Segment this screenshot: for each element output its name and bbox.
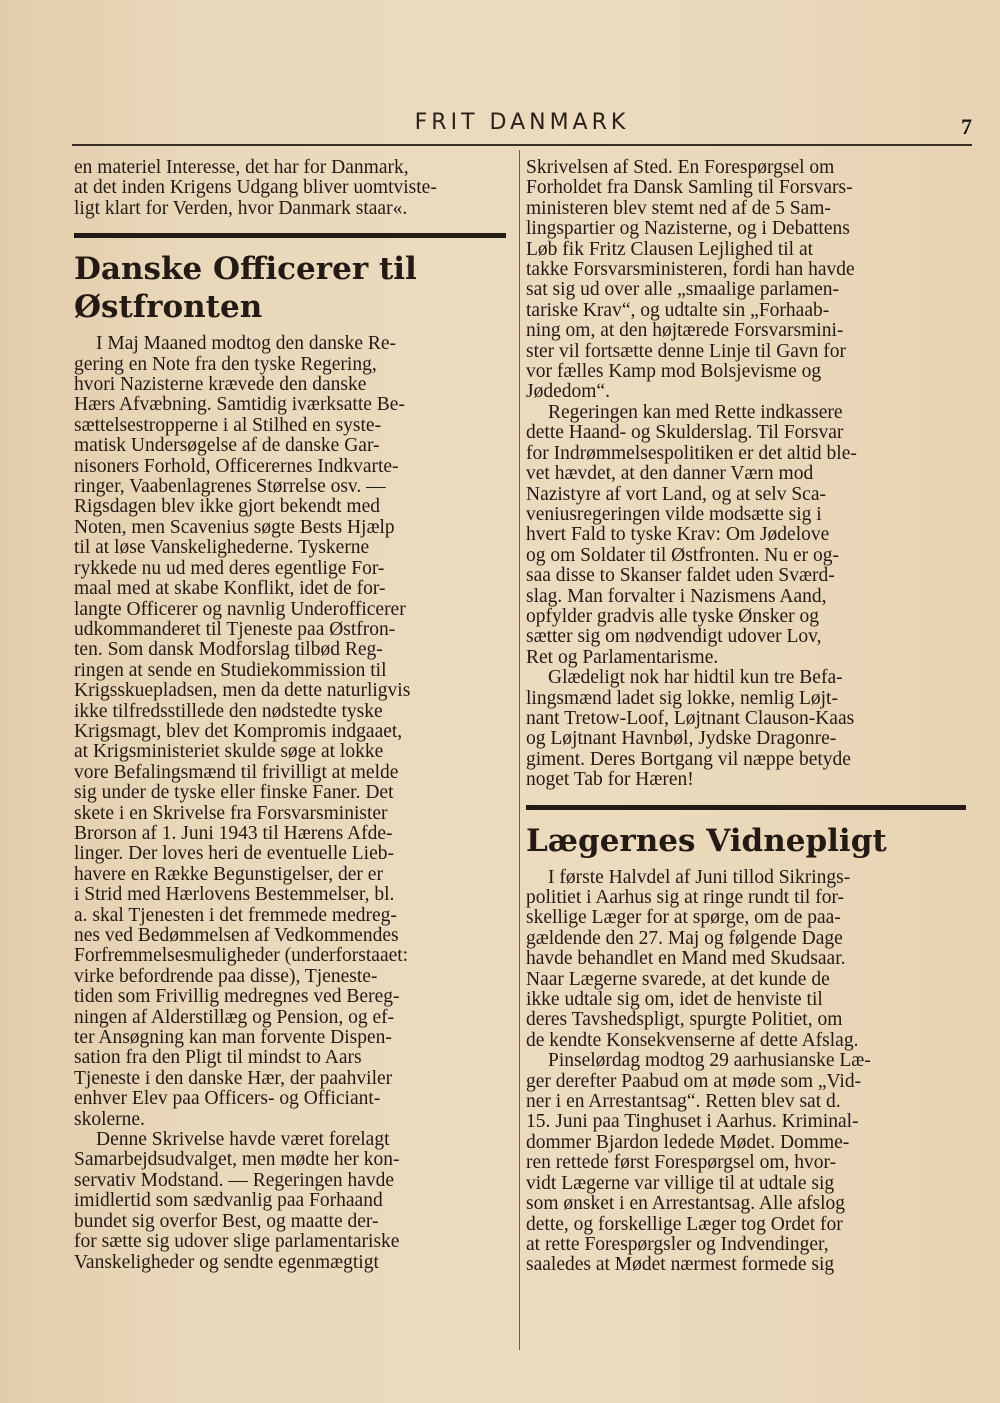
section-rule: [74, 233, 506, 238]
text-line: vet hævdet, at den danner Værn mod: [526, 464, 814, 485]
text-line: Krigsskuepladsen, men da dette naturligvis: [74, 681, 411, 702]
text-line: saa disse to Skanser faldet uden Sværd-: [526, 566, 835, 587]
text-line: at rette Forespørgsler og Indvendinger,: [526, 1234, 829, 1255]
text-line: de kendte Konsekvenserne af dette Afslag.: [526, 1030, 859, 1051]
text-line: bundet sig overfor Best, og maatte der-: [74, 1211, 379, 1232]
publication-title: FRIT DANMARK: [414, 110, 630, 135]
text-line: tiden som Frivillig medregnes ved Bereg-: [74, 987, 400, 1008]
right-column: [526, 158, 966, 1358]
text-line: for Indrømmelsespolitiken er det altid ble-: [526, 443, 857, 464]
text-line: sætter sig om nødvendigt udover Lov,: [526, 627, 822, 648]
text-line: Krigsmagt, blev det Kompromis indgaaet,: [74, 721, 403, 742]
text-line: a. skal Tjenesten i det fremmede medreg-: [74, 905, 397, 926]
text-line: imidlertid som sædvanlig paa Forhaand: [74, 1191, 383, 1212]
text-line: havde behandlet en Mand med Skudsaar.: [526, 949, 846, 970]
text-line: dette Haand- og Skulderslag. Til Forsvar: [526, 423, 844, 444]
text-line: gering en Note fra den tyske Regering,: [74, 354, 377, 375]
text-line: ning om, at den højtærede Forsvarsmini-: [526, 321, 844, 342]
text-line: som ønsket i en Arrestantsag. Alle afslog: [526, 1194, 845, 1215]
text-line: virke befordrende paa disse), Tjeneste-: [74, 966, 378, 987]
page-header: [72, 104, 972, 144]
right-paragraph-3: [526, 668, 966, 790]
headline-line: Danske Officerer til: [74, 251, 417, 288]
article2-paragraph-1: [526, 868, 966, 1052]
text-line: takke Forsvarsministeren, fordi han havde: [526, 260, 855, 281]
text-line: sættelsestropperne i al Stilhed en syste-: [74, 415, 382, 436]
text-line: Tjeneste i den danske Hær, der paahviler: [74, 1068, 393, 1089]
text-line: Jødedom“.: [526, 382, 610, 403]
text-line: slag. Man forvalter i Nazismens Aand,: [526, 586, 827, 607]
text-line: Samarbejdsudvalget, men mødte her kon-: [74, 1150, 400, 1171]
article-headline: [74, 250, 506, 326]
text-line: opfylder gradvis alle tyske Ønsker og: [526, 606, 819, 627]
text-line: ikke udtale sig om, idet de henviste til: [526, 990, 823, 1011]
text-line: ikke tilfredsstillede den nødstedte tyske: [74, 701, 383, 722]
text-line: enhver Elev paa Officers- og Officiant-: [74, 1089, 381, 1110]
text-line: en materiel Interesse, det har for Danmark,: [74, 158, 409, 178]
text-line: saaledes at Mødet nærmest formede sig: [526, 1255, 835, 1276]
text-line: matisk Undersøgelse af de danske Gar-: [74, 436, 380, 457]
text-line: vor fælles Kamp mod Bolsjevisme og: [526, 362, 822, 383]
text-line: at det inden Krigens Udgang bliver uomtviste-: [74, 178, 437, 199]
text-line: ter Ansøgning kan man forvente Dispen-: [74, 1028, 392, 1049]
text-line: i Strid med Hærlovens Bestemmelser, bl.: [74, 885, 395, 906]
text-line: Noten, men Scavenius søgte Bests Hjælp: [74, 517, 395, 538]
text-line: ster vil fortsætte denne Linje til Gavn for: [526, 341, 847, 362]
text-line: langte Officerer og navnlig Underofficerer: [74, 599, 406, 620]
text-line: sig under de tyske eller finske Faner. Det: [74, 783, 394, 804]
text-line: for sætte sig udover slige parlamentariske: [74, 1232, 400, 1253]
text-line: at Krigsministeriet skulde søge at lokke: [74, 742, 384, 763]
left-column: [74, 158, 506, 1358]
text-line: ligt klart for Verden, hvor Danmark staar«.: [74, 198, 408, 219]
text-line: havere en Række Begunstigelser, der er: [74, 864, 383, 885]
text-line: nes ved Bedømmelsen af Vedkommendes: [74, 926, 399, 946]
page-number: 7: [961, 114, 972, 139]
text-line: Naar Lægerne svarede, at det kunde de: [526, 969, 830, 990]
text-line: Rigsdagen blev ikke gjort bekendt med: [74, 497, 380, 518]
text-line: og Løjtnant Havnbøl, Jydske Dragonre-: [526, 729, 837, 750]
continuation-paragraph: [526, 158, 966, 403]
text-line: Skrivelsen af Sted. En Forespørgsel om: [526, 158, 835, 178]
text-line: linger. Der loves heri de eventuelle Lieb-: [74, 844, 394, 865]
text-line: veniusregeringen vilde modsætte sig i: [526, 504, 822, 525]
text-line: politiet i Aarhus sig at ringe rundt til for-: [526, 888, 845, 908]
text-line: maal med at skabe Konflikt, idet de for-: [74, 579, 386, 600]
text-line: Løb fik Fritz Clausen Lejlighed til at: [526, 239, 814, 260]
text-line: noget Tab for Hæren!: [526, 770, 694, 791]
text-line: servativ Modstand. — Regeringen havde: [74, 1170, 395, 1191]
text-line: tariske Krav“, og udtalte sin „Forhaab-: [526, 300, 830, 321]
text-line: Glædeligt nok har hidtil kun tre Befa-: [548, 668, 843, 689]
text-line: rykkede nu ud med deres egentlige For-: [74, 558, 385, 579]
text-line: I Maj Maaned modtog den danske Re-: [96, 334, 397, 355]
text-line: Denne Skrivelse havde været forelagt: [96, 1130, 390, 1151]
text-line: hvert Fald to tyske Krav: Om Jødelove: [526, 525, 830, 546]
text-line: hvori Nazisterne krævede den danske: [74, 375, 367, 396]
article2-headline: Lægernes Vidnepligt: [526, 822, 887, 859]
section-rule: [526, 805, 966, 810]
text-line: 15. Juni paa Tinghuset i Aarhus. Kriminal-: [526, 1112, 859, 1133]
article-paragraph-1: [74, 334, 506, 1130]
text-line: ministeren blev stemt ned af de 5 Sam-: [526, 198, 831, 219]
text-line: vore Befalingsmænd til frivilligt at melde: [74, 762, 399, 783]
text-line: ger derefter Paabud om at møde som „Vid-: [526, 1071, 862, 1092]
text-line: sat sig ud over alle „smaalige parlamen-: [526, 280, 839, 301]
text-line: ringen at sende en Studiekommission til: [74, 660, 387, 681]
intro-text: [74, 158, 506, 219]
text-line: Regeringen kan med Rette indkassere: [548, 402, 843, 423]
text-line: udkommanderet til Tjeneste paa Østfron-: [74, 619, 396, 640]
text-line: dette, og forskellige Læger tog Ordet for: [526, 1214, 843, 1235]
text-line: lingsmænd ladet sig lokke, nemlig Løjt-: [526, 688, 838, 709]
header-rule: [72, 144, 972, 146]
text-line: skete i en Skrivelse fra Forsvarsminister: [74, 803, 388, 824]
text-line: Pinselørdag modtog 29 aarhusianske Læ-: [548, 1051, 871, 1072]
article-paragraph-2: [74, 1130, 506, 1273]
text-line: giment. Deres Bortgang vil næppe betyde: [526, 749, 851, 770]
headline-line: Østfronten: [74, 289, 263, 326]
text-line: Vanskeligheder og sendte egenmægtigt: [74, 1252, 379, 1273]
text-line: ten. Som dansk Modforslag tilbød Reg-: [74, 640, 383, 661]
text-line: Ret og Parlamentarisme.: [526, 647, 719, 668]
text-line: skolerne.: [74, 1109, 145, 1130]
text-line: vidt Lægerne var villige til at udtale sig: [526, 1173, 835, 1194]
text-line: lingspartier og Nazisterne, og i Debattens: [526, 219, 850, 240]
text-line: deres Tavshedspligt, spurgte Politiet, om: [526, 1010, 843, 1031]
text-line: ringer, Vaabenlagrenes Størrelse osv. —: [74, 477, 386, 498]
text-line: Brorson af 1. Juni 1943 til Hærens Afde-: [74, 823, 393, 844]
article2-paragraph-2: [526, 1051, 966, 1275]
text-line: ningen af Alderstillæg og Pension, og ef-: [74, 1007, 395, 1028]
text-line: ner i en Arrestantsag“. Retten blev sat d.: [526, 1092, 841, 1113]
text-line: nant Tretow-Loof, Løjtnant Clauson-Kaas: [526, 708, 855, 729]
text-line: Nazistyre af vort Land, og at selv Sca-: [526, 484, 826, 505]
right-paragraph-2: [526, 403, 966, 668]
text-line: nisoners Forhold, Officerernes Indkvarte-: [74, 456, 399, 477]
text-line: I første Halvdel af Juni tillod Sikrings-: [548, 867, 851, 888]
text-line: Hærs Afvæbning. Samtidig iværksatte Be-: [74, 395, 405, 416]
text-line: skellige Læger for at spørge, om de paa-: [526, 908, 841, 929]
text-line: og om Soldater til Østfronten. Nu er og-: [526, 545, 840, 566]
text-line: dommer Bjardon ledede Mødet. Dommе-: [526, 1132, 850, 1153]
text-line: ren rettede først Forespørgsel om, hvor-: [526, 1153, 837, 1174]
text-line: Forholdet fra Dansk Samling til Forsvars-: [526, 178, 853, 199]
column-divider: [519, 150, 520, 1350]
text-line: gældende den 27. Maj og følgende Dage: [526, 928, 843, 949]
text-line: sation fra den Pligt til mindst to Aars: [74, 1048, 362, 1069]
text-line: til at løse Vanskelighederne. Tyskerne: [74, 538, 370, 559]
text-line: Forfremmelsesmuligheder (underforstaaet:: [74, 946, 409, 967]
